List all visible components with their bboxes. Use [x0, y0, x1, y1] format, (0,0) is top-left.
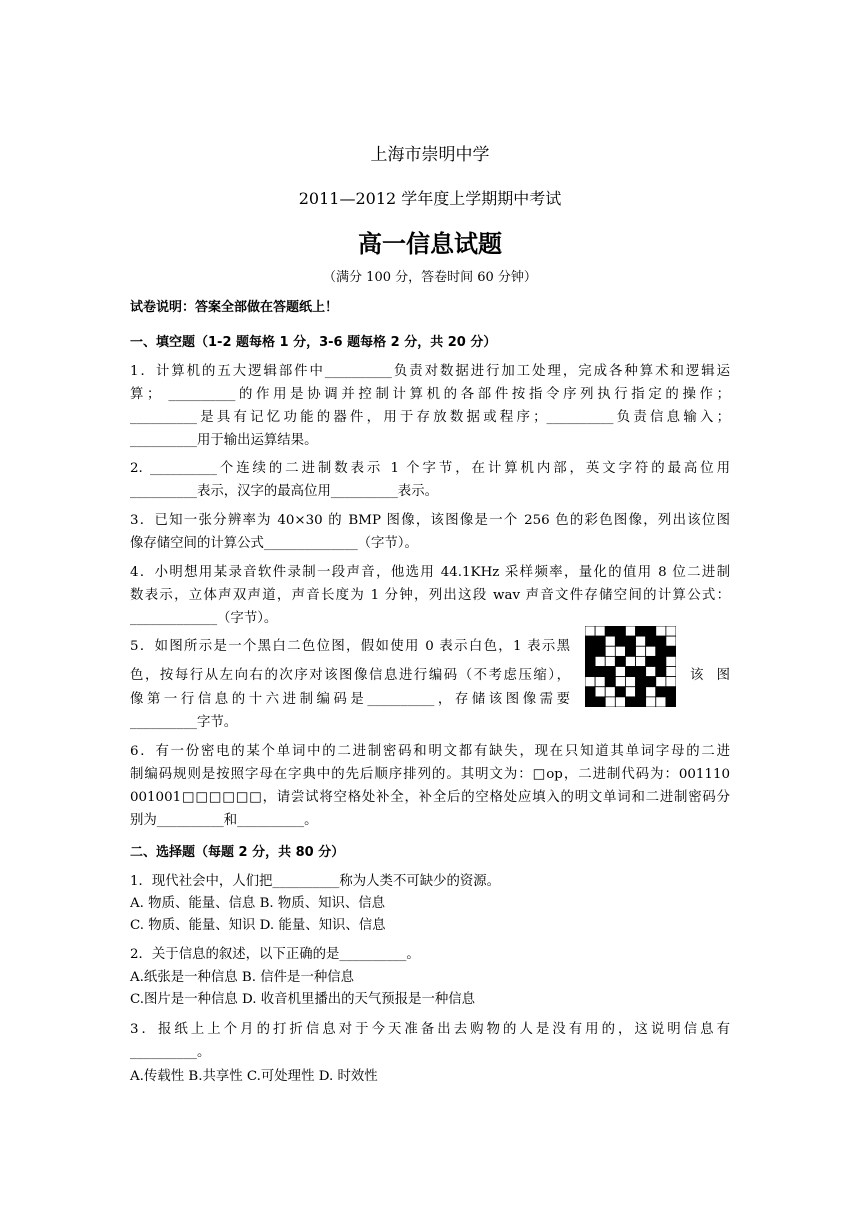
q1-line1: 1．计算机的五大逻辑部件中__________负责对数据进行加工处理，完成各种算术和逻辑运	[130, 364, 730, 379]
bitmap-cell	[625, 626, 635, 636]
bitmap-cell	[636, 667, 646, 677]
bitmap-cell	[656, 656, 666, 666]
bitmap-cell	[595, 697, 605, 707]
bitmap-cell	[585, 667, 595, 677]
mc1-question: 1．现代社会中，人们把__________称为人类不可缺少的资源。	[130, 874, 501, 889]
mc3-question-line2: __________。	[130, 1045, 211, 1060]
q6-line1: 6．有一份密电的某个单词中的二进制密码和明文都有缺失，现在只知道其单词字母的二进	[130, 744, 730, 759]
q5-line3: 像第一行信息的十六进制编码是__________，存储该图像需要	[130, 692, 570, 707]
q5-line2: 色，按每行从左向右的次序对该图像信息进行编码（不考虑压缩），	[130, 668, 570, 683]
q5-line4: __________字节。	[130, 715, 238, 730]
bitmap-cell	[585, 656, 595, 666]
bitmap-cell	[646, 626, 656, 636]
bitmap-cell	[666, 646, 676, 656]
mc3-options: A.传载性 B.共享性 C.可处理性 D. 时效性	[130, 1069, 378, 1084]
q4-line3: _____________（字节）。	[130, 611, 278, 626]
bitmap-cell	[605, 667, 615, 677]
bitmap-cell	[605, 636, 615, 646]
bitmap-cell	[605, 656, 615, 666]
mc2-question: 2．关于信息的叙述，以下正确的是__________。	[130, 947, 420, 962]
bitmap-cell	[646, 677, 656, 687]
bitmap-cell	[666, 636, 676, 646]
bitmap-cell	[666, 687, 676, 697]
bitmap-cell	[585, 697, 595, 707]
bitmap-cell	[636, 697, 646, 707]
bitmap-cell	[595, 656, 605, 666]
mc2-options-ab: A.纸张是一种信息 B. 信件是一种信息	[130, 970, 355, 985]
bitmap-cell	[636, 687, 646, 697]
bitmap-cell	[636, 677, 646, 687]
bitmap-cell	[615, 636, 625, 646]
bitmap-cell	[636, 636, 646, 646]
mc1-options-cd: C. 物质、能量、知识 D. 能量、知识、信息	[130, 918, 386, 933]
bitmap-cell	[625, 636, 635, 646]
bitmap-cell	[646, 687, 656, 697]
bitmap-cell	[605, 697, 615, 707]
school-name: 上海市崇明中学	[370, 145, 490, 165]
bitmap-cell	[646, 656, 656, 666]
exam-meta: （满分 100 分，答卷时间 60 分钟）	[323, 270, 537, 285]
bitmap-cell	[656, 636, 666, 646]
bitmap-figure	[585, 626, 676, 707]
bitmap-cell	[615, 697, 625, 707]
bitmap-cell	[656, 697, 666, 707]
mc3-question-line1: 3．报纸上上个月的打折信息对于今天准备出去购物的人是没有用的，这说明信息有	[130, 1022, 730, 1037]
bitmap-cell	[646, 667, 656, 677]
bitmap-cell	[595, 667, 605, 677]
bitmap-cell	[595, 646, 605, 656]
section1-heading: 一、填空题（1-2 题每格 1 分，3-6 题每格 2 分，共 20 分）	[130, 335, 497, 350]
q1-line3: __________是具有记忆功能的器件，用于存放数据或程序；__________负责信息输入；	[130, 410, 730, 425]
exam-notice: 试卷说明：答案全部做在答题纸上！	[130, 300, 339, 315]
bitmap-cell	[585, 677, 595, 687]
bitmap-cell	[615, 677, 625, 687]
bitmap-cell	[666, 697, 676, 707]
bitmap-cell	[625, 677, 635, 687]
q1-line4: __________用于输出运算结果。	[130, 433, 318, 448]
bitmap-cell	[656, 667, 666, 677]
bitmap-cell	[625, 646, 635, 656]
bitmap-cell	[615, 646, 625, 656]
bitmap-cell	[595, 636, 605, 646]
bitmap-cell	[666, 677, 676, 687]
bitmap-cell	[666, 667, 676, 677]
bitmap-cell	[636, 656, 646, 666]
bitmap-cell	[636, 646, 646, 656]
bitmap-cell	[636, 626, 646, 636]
q5-side-text: 该 图	[690, 668, 730, 683]
bitmap-cell	[615, 687, 625, 697]
q4-line1: 4．小明想用某录音软件录制一段声音，他选用 44.1KHz 采样频率，量化的值用 8 位二进制	[130, 565, 730, 580]
bitmap-cell	[646, 697, 656, 707]
bitmap-cell	[585, 687, 595, 697]
bitmap-cell	[625, 697, 635, 707]
q4-line2: 数表示，立体声双声道，声音长度为 1 分钟，列出这段 wav 声音文件存储空间的计算公式：	[130, 588, 730, 603]
bitmap-cell	[646, 646, 656, 656]
page-title: 高一信息试题	[358, 230, 502, 258]
bitmap-cell	[585, 646, 595, 656]
bitmap-cell	[656, 687, 666, 697]
bitmap-cell	[605, 646, 615, 656]
bitmap-cell	[646, 636, 656, 646]
bitmap-cell	[656, 626, 666, 636]
bitmap-cell	[615, 656, 625, 666]
bitmap-cell	[595, 677, 605, 687]
q1-line2: 算； __________的作用是协调并控制计算机的各部件按指令序列执行指定的操作；	[130, 387, 730, 402]
bitmap-cell	[595, 687, 605, 697]
bitmap-cell	[625, 656, 635, 666]
bitmap-cell	[605, 677, 615, 687]
exam-name: 2011—2012 学年度上学期期中考试	[298, 189, 562, 208]
bitmap-cell	[615, 626, 625, 636]
mc2-options-cd: C.图片是一种信息 D. 收音机里播出的天气预报是一种信息	[130, 992, 476, 1007]
q6-line4: 别为__________和__________。	[130, 813, 318, 828]
q5-line1: 5．如图所示是一个黑白二色位图，假如使用 0 表示白色，1 表示黑	[130, 639, 570, 654]
bitmap-cell	[595, 626, 605, 636]
q3-line2: 像存储空间的计算公式______________（字节）。	[130, 536, 418, 551]
bitmap-cell	[605, 626, 615, 636]
q6-line3: 001001□□□□□□，请尝试将空格处补全，补全后的空格处应填入的明文单词和二进制密码分	[130, 790, 730, 805]
bitmap-cell	[605, 687, 615, 697]
bitmap-cell	[585, 626, 595, 636]
bitmap-cell	[625, 687, 635, 697]
bitmap-cell	[666, 656, 676, 666]
bitmap-cell	[666, 626, 676, 636]
q3-line1: 3．已知一张分辨率为 40×30 的 BMP 图像，该图像是一个 256 色的彩色图像，列出该位图	[130, 513, 730, 528]
bitmap-cell	[656, 677, 666, 687]
q2-line2: __________表示，汉字的最高位用__________表示。	[130, 484, 438, 499]
mc1-options-ab: A. 物质、能量、信息 B. 物质、知识、信息	[130, 896, 386, 911]
bitmap-cell	[615, 667, 625, 677]
section2-heading: 二、选择题（每题 2 分，共 80 分）	[130, 845, 345, 860]
bitmap-cell	[656, 646, 666, 656]
q6-line2: 制编码规则是按照字母在字典中的先后顺序排列的。其明文为：□op，二进制代码为：001110	[130, 767, 730, 782]
q2-line1: 2. __________个连续的二进制数表示 1 个字节，在计算机内部，英文字符的最高位用	[130, 461, 730, 476]
bitmap-cell	[585, 636, 595, 646]
bitmap-cell	[625, 667, 635, 677]
